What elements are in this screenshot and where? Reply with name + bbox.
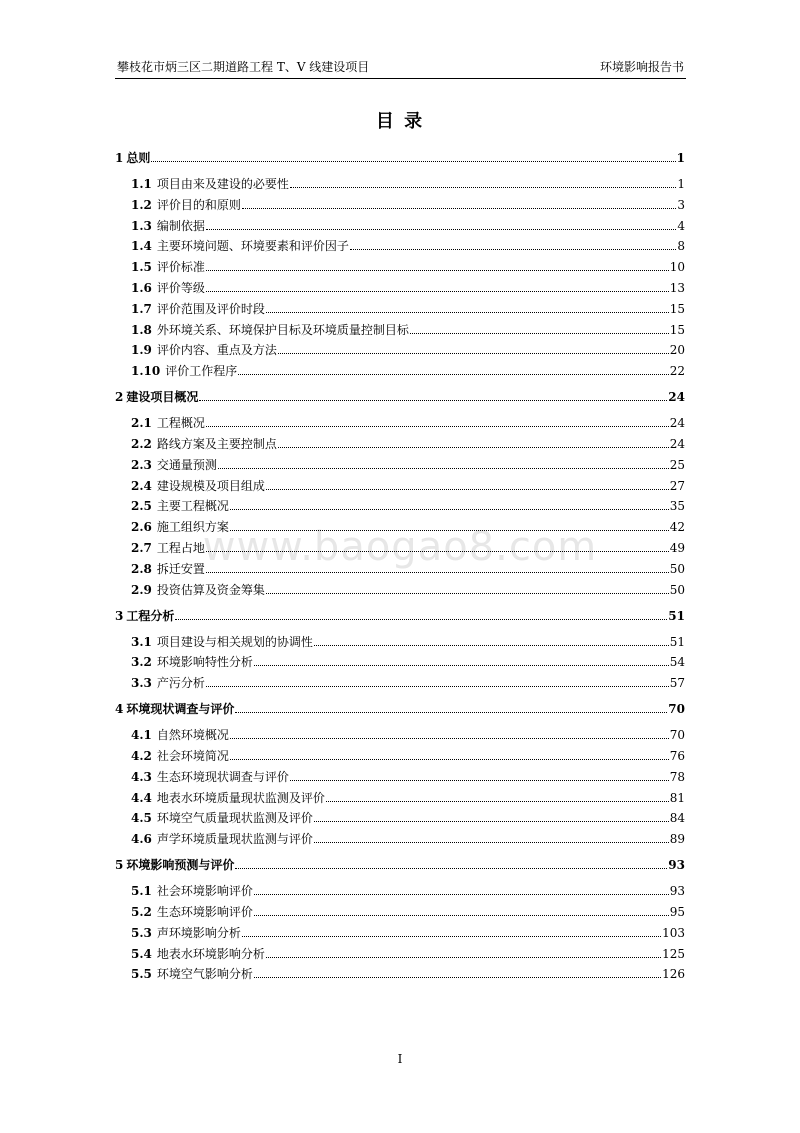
toc-leader-dots [266,312,669,313]
toc-section-entry[interactable] [131,905,685,919]
toc-section-entry[interactable] [131,323,685,337]
toc-entry-number: 3.3 [131,676,152,690]
toc-leader-dots [350,249,676,250]
toc-entry-number: 1.10 [131,364,161,378]
toc-entry-number: 1.5 [131,260,152,274]
toc-entry-label: 评价标准 [156,260,205,274]
toc-entry-label: 总则 [126,151,151,165]
toc-leader-dots [266,957,661,958]
toc-entry-label: 社会环境影响评价 [156,884,253,898]
toc-entry-number: 4 [115,702,124,716]
toc-entry-label: 社会环境简况 [156,749,229,763]
toc-entry-label: 产污分析 [156,676,205,690]
toc-entry-number: 4.5 [131,811,152,825]
toc-entry-page: 35 [669,499,685,513]
toc-leader-dots [235,712,667,713]
toc-entry-label: 主要环境问题、环境要素和评价因子 [156,239,349,253]
toc-section-entry[interactable] [131,676,685,690]
toc-entry-page: 95 [669,905,685,919]
toc-entry-page: 24 [669,416,685,430]
toc-section-entry[interactable] [131,239,685,253]
toc-entry-label: 评价范围及评价时段 [156,302,265,316]
toc-entry-number: 1.1 [131,177,152,191]
toc-entry-label: 地表水环境质量现状监测及评价 [156,791,325,805]
toc-entry-number: 5 [115,858,124,872]
toc-leader-dots [266,593,669,594]
watermark: www.baogao8.com [202,524,598,570]
toc-entry-page: 103 [662,926,685,940]
toc-entry-label: 声学环境质量现状监测与评价 [156,832,313,846]
toc-section-entry[interactable] [131,583,685,597]
toc-section-entry[interactable] [131,302,685,316]
toc-entry-number: 1.7 [131,302,152,316]
toc-entry-page: 78 [669,770,685,784]
toc-section-entry[interactable] [131,499,685,513]
toc-entry-page: 20 [669,343,685,357]
toc-leader-dots [290,187,676,188]
toc-entry-label: 自然环境概况 [156,728,229,742]
toc-leader-dots [254,915,669,916]
toc-entry-page: 76 [669,749,685,763]
header-project-title: 攀枝花市炳三区二期道路工程 T、V 线建设项目 [117,60,370,74]
toc-entry-page: 8 [677,239,685,253]
toc-section-entry[interactable] [131,198,685,212]
toc-entry-number: 3.2 [131,655,152,669]
toc-leader-dots [206,572,669,573]
toc-entry-number: 2 [115,390,124,404]
toc-entry-page: 1 [677,177,685,191]
toc-entry-number: 4.3 [131,770,152,784]
toc-entry-number: 4.6 [131,832,152,846]
toc-entry-number: 4.2 [131,749,152,763]
toc-leader-dots [206,686,669,687]
toc-entry-number: 5.2 [131,905,152,919]
toc-leader-dots [242,208,676,209]
toc-entry-page: 126 [662,967,685,981]
toc-leader-dots [151,161,675,162]
toc-leader-dots [266,489,669,490]
toc-section-entry[interactable] [131,562,685,576]
page-number: I [397,1052,403,1066]
toc-entry-page: 15 [669,323,685,337]
toc-entry-number: 4.4 [131,791,152,805]
toc-entry-label: 主要工程概况 [156,499,229,513]
toc-section-entry[interactable] [131,541,685,555]
header-document-type: 环境影响报告书 [599,60,684,74]
toc-entry-page: 50 [669,562,685,576]
toc-entry-page: 51 [668,609,685,623]
toc-section-entry[interactable] [131,811,685,825]
toc-entry-number: 3 [115,609,124,623]
toc-entry-number: 2.3 [131,458,152,472]
toc-entry-number: 5.3 [131,926,152,940]
toc-section-entry[interactable] [131,260,685,274]
toc-chapter-entry[interactable] [115,702,685,716]
toc-leader-dots [326,801,669,802]
toc-entry-label: 建设规模及项目组成 [156,479,265,493]
toc-entry-page: 93 [669,884,685,898]
toc-entry-page: 24 [668,390,685,404]
toc-entry-number: 2.6 [131,520,152,534]
toc-section-entry[interactable] [131,177,685,191]
toc-section-entry[interactable] [131,520,685,534]
toc-entry-number: 2.2 [131,437,152,451]
toc-leader-dots [235,868,667,869]
toc-leader-dots [218,468,669,469]
toc-entry-number: 1.4 [131,239,152,253]
toc-entry-number: 4.1 [131,728,152,742]
toc-leader-dots [242,936,661,937]
toc-leader-dots [175,619,667,620]
toc-entry-label: 建设项目概况 [126,390,199,404]
toc-entry-page: 57 [669,676,685,690]
toc-entry-number: 2.9 [131,583,152,597]
toc-entry-label: 工程分析 [126,609,175,623]
toc-entry-page: 13 [669,281,685,295]
toc-section-entry[interactable] [131,926,685,940]
toc-entry-page: 70 [669,728,685,742]
toc-entry-page: 89 [669,832,685,846]
toc-entry-label: 评价目的和原则 [156,198,241,212]
toc-entry-page: 81 [669,791,685,805]
toc-entry-label: 环境现状调查与评价 [126,702,235,716]
toc-entry-number: 1.8 [131,323,152,337]
toc-leader-dots [230,759,669,760]
toc-leader-dots [254,665,669,666]
toc-leader-dots [314,842,669,843]
toc-entry-label: 环境空气质量现状监测及评价 [156,811,313,825]
toc-leader-dots [230,530,669,531]
toc-entry-page: 93 [668,858,685,872]
toc-entry-label: 生态环境现状调查与评价 [156,770,289,784]
toc-entry-label: 环境空气影响分析 [156,967,253,981]
toc-entry-label: 项目由来及建设的必要性 [156,177,289,191]
toc-entry-page: 10 [669,260,685,274]
toc-chapter-entry[interactable] [115,151,685,165]
toc-entry-label: 交通量预测 [156,458,217,472]
toc-entry-number: 2.8 [131,562,152,576]
toc-entry-number: 2.5 [131,499,152,513]
toc-section-entry[interactable] [131,635,685,649]
toc-entry-number: 1.6 [131,281,152,295]
toc-entry-number: 3.1 [131,635,152,649]
toc-section-entry[interactable] [131,479,685,493]
toc-entry-page: 84 [669,811,685,825]
toc-entry-label: 环境影响预测与评价 [126,858,235,872]
toc-entry-label: 工程占地 [156,541,205,555]
toc-entry-label: 声环境影响分析 [156,926,241,940]
toc-leader-dots [230,738,669,739]
toc-section-entry[interactable] [131,437,685,451]
toc-leader-dots [238,374,668,375]
toc-chapter-entry[interactable] [115,858,685,872]
toc-section-entry[interactable] [131,947,685,961]
toc-entry-number: 2.1 [131,416,152,430]
toc-leader-dots [314,645,669,646]
toc-title: 目 录 [375,111,425,132]
toc-leader-dots [314,821,669,822]
toc-entry-number: 2.4 [131,479,152,493]
toc-section-entry[interactable] [131,219,685,233]
toc-entry-page: 54 [669,655,685,669]
toc-entry-number: 2.7 [131,541,152,555]
toc-entry-label: 投资估算及资金筹集 [156,583,265,597]
toc-section-entry[interactable] [131,458,685,472]
toc-leader-dots [230,509,669,510]
toc-section-entry[interactable] [131,749,685,763]
toc-entry-page: 42 [669,520,685,534]
toc-entry-page: 125 [662,947,685,961]
toc-section-entry[interactable] [131,884,685,898]
toc-leader-dots [290,780,669,781]
toc-leader-dots [278,353,669,354]
toc-entry-label: 评价等级 [156,281,205,295]
toc-entry-number: 5.4 [131,947,152,961]
toc-entry-number: 1 [115,151,124,165]
toc-entry-number: 5.1 [131,884,152,898]
toc-section-entry[interactable] [131,655,685,669]
toc-section-entry[interactable] [131,791,685,805]
toc-chapter-entry[interactable] [115,609,685,623]
toc-section-entry[interactable] [131,343,685,357]
toc-section-entry[interactable] [131,728,685,742]
toc-entry-number: 1.3 [131,219,152,233]
toc-entry-page: 70 [668,702,685,716]
toc-entry-number: 1.2 [131,198,152,212]
toc-entry-page: 22 [669,364,685,378]
toc-leader-dots [254,977,661,978]
toc-entry-label: 拆迁安置 [156,562,205,576]
toc-leader-dots [206,426,669,427]
toc-entry-page: 4 [677,219,685,233]
toc-entry-label: 工程概况 [156,416,205,430]
toc-leader-dots [206,270,669,271]
toc-entry-page: 49 [669,541,685,555]
toc-section-entry[interactable] [131,281,685,295]
toc-entry-page: 25 [669,458,685,472]
toc-section-entry[interactable] [131,832,685,846]
toc-entry-label: 生态环境影响评价 [156,905,253,919]
toc-section-entry[interactable] [131,770,685,784]
toc-entry-label: 评价内容、重点及方法 [156,343,277,357]
toc-entry-label: 评价工作程序 [165,364,238,378]
toc-leader-dots [278,447,669,448]
toc-section-entry[interactable] [131,416,685,430]
toc-entry-label: 地表水环境影响分析 [156,947,265,961]
toc-leader-dots [206,551,669,552]
toc-leader-dots [206,229,676,230]
toc-leader-dots [254,894,669,895]
toc-entry-page: 50 [669,583,685,597]
toc-leader-dots [206,291,669,292]
toc-entry-page: 3 [677,198,685,212]
toc-entry-page: 27 [669,479,685,493]
toc-section-entry[interactable] [131,967,685,981]
toc-leader-dots [410,333,669,334]
toc-chapter-entry[interactable] [115,390,685,404]
toc-entry-label: 路线方案及主要控制点 [156,437,277,451]
toc-entry-page: 15 [669,302,685,316]
toc-entry-label: 环境影响特性分析 [156,655,253,669]
toc-entry-page: 51 [669,635,685,649]
toc-section-entry[interactable] [131,364,685,378]
toc-entry-label: 施工组织方案 [156,520,229,534]
toc-leader-dots [199,400,667,401]
toc-entry-label: 编制依据 [156,219,205,233]
toc-entry-label: 外环境关系、环境保护目标及环境质量控制目标 [156,323,409,337]
toc-entry-number: 1.9 [131,343,152,357]
toc-entry-page: 1 [676,151,685,165]
toc-entry-page: 24 [669,437,685,451]
toc-entry-number: 5.5 [131,967,152,981]
toc-entry-label: 项目建设与相关规划的协调性 [156,635,313,649]
